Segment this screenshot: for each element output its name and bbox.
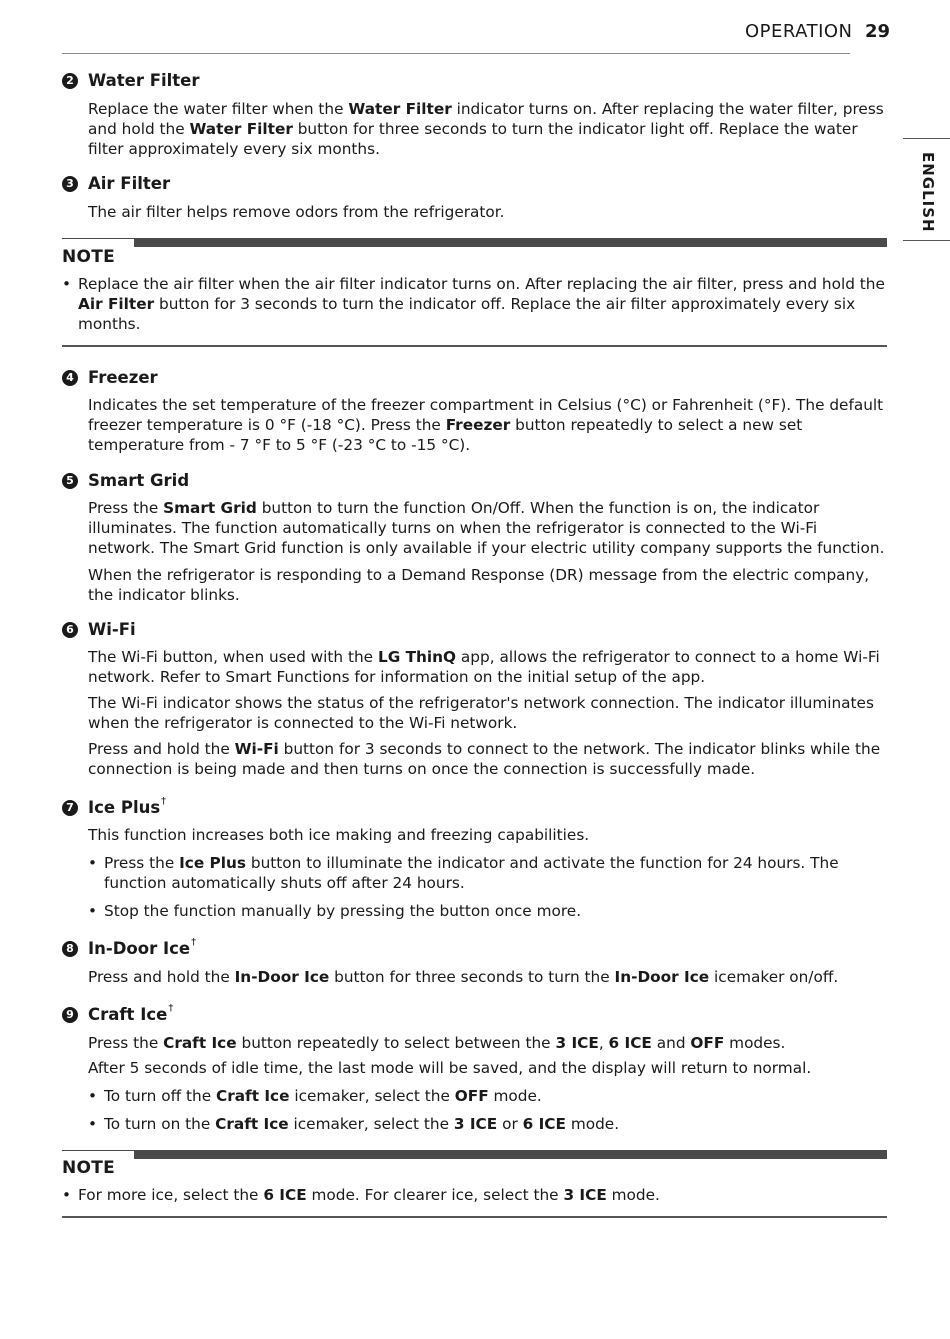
text-run: The Wi-Fi button, when used with the [88, 648, 378, 666]
side-tab-bottom-rule [903, 240, 950, 241]
side-tab-top-rule [903, 138, 950, 139]
text-run: button for three seconds to turn the [329, 968, 615, 986]
bold-term: In-Door Ice [614, 968, 710, 986]
text-run: Replace the water filter when the [88, 100, 349, 118]
dagger-mark: † [168, 1003, 174, 1014]
note-header-bar [134, 238, 887, 247]
number-8-icon: 8 [62, 941, 78, 957]
section-title: Freezer [88, 368, 158, 387]
bold-term: 6 ICE [263, 1186, 307, 1204]
bold-term: 3 ICE [555, 1034, 599, 1052]
text-run: To turn off the [104, 1087, 216, 1105]
ice-plus-bullet-2: • Stop the function manually by pressing the button once more. [88, 901, 884, 921]
text-run: button for 3 seconds to connect to the network. The indicator blinks while the connection is being made and then turns on once the connection is successfully made. [88, 740, 881, 778]
number-4-icon: 4 [62, 370, 78, 386]
note-header-bar [134, 1150, 887, 1159]
text-run: mode. [606, 1186, 660, 1204]
language-tab-label: ENGLISH [919, 152, 937, 233]
text-run: icemaker, select the [288, 1115, 454, 1133]
text-run: icemaker, select the [289, 1087, 455, 1105]
bold-term: OFF [454, 1087, 489, 1105]
bold-term: Smart Grid [163, 499, 257, 517]
text-run: button to turn the function On/Off. When the function is on, the indicator illuminates. The function automatically turns on when the refrigerator is connected to the Wi-Fi network. The Smart Grid function is only available if your electric utility company supports the function. [88, 499, 885, 557]
craft-ice-text-2: After 5 seconds of idle time, the last mode will be saved, and the display will return to normal. [88, 1059, 812, 1077]
text-run: and [651, 1034, 691, 1052]
bold-term: Water Filter [348, 100, 452, 118]
bold-term: 6 ICE [522, 1115, 566, 1133]
section-title: Smart Grid [88, 471, 190, 490]
text-run: app, allows the refrigerator to connect to a home Wi-Fi network. Refer to Smart Functions for information on the initial setup of the app. [88, 648, 880, 686]
text-run: Press the [88, 1034, 164, 1052]
bold-term: Ice Plus [179, 854, 247, 872]
in-door-ice-text [88, 967, 888, 987]
craft-ice-text-1 [88, 1033, 888, 1053]
number-3-icon: 3 [62, 176, 78, 192]
water-filter-text [88, 99, 888, 159]
text-run: button for 3 seconds to turn the indicator off. Replace the air filter approximately every six months. [78, 295, 856, 333]
air-filter-text: The air filter helps remove odors from the refrigerator. [88, 203, 505, 221]
text-run: , [598, 1034, 609, 1052]
wifi-text-3 [88, 739, 888, 779]
number-2-icon: 2 [62, 73, 78, 89]
wifi-text-1 [88, 647, 888, 687]
section-heading-ice-plus [62, 798, 166, 818]
text-run: Press the [88, 499, 164, 517]
text-run: Press the [104, 854, 180, 872]
bold-term: 3 ICE [453, 1115, 498, 1133]
bold-term: In-Door Ice [234, 968, 330, 986]
header-section-title: OPERATION [745, 21, 853, 42]
text-run: For more ice, select the [78, 1186, 264, 1204]
text-run: button repeatedly to select between the [236, 1034, 556, 1052]
note-label: NOTE [62, 1158, 116, 1178]
text-run: icemaker on/off. [709, 968, 839, 986]
text-run: Indicates the set temperature of the freezer compartment in Celsius (°C) or Fahrenheit (°F). The default freezer temperature is 0 °F (-18 °C). Press the [88, 396, 884, 434]
bold-term: Wi-Fi [234, 740, 279, 758]
note-label: NOTE [62, 247, 116, 267]
freezer-text [88, 395, 888, 455]
smart-grid-text-2: When the refrigerator is responding to a Demand Response (DR) message from the electric company, the indicator blinks. [88, 566, 870, 604]
text-run: mode. [488, 1087, 542, 1105]
section-heading-in-door-ice [62, 939, 196, 959]
bold-term: Craft Ice [215, 1115, 289, 1133]
text-run: Press and hold the [88, 740, 235, 758]
section-title: In-Door Ice [88, 939, 191, 958]
bold-term: 6 ICE [608, 1034, 652, 1052]
section-heading-water-filter [62, 71, 200, 91]
number-7-icon: 7 [62, 800, 78, 816]
text-run: To turn on the [104, 1115, 216, 1133]
header-divider [62, 53, 850, 54]
section-heading-smart-grid [62, 471, 189, 491]
page-number: 29 [865, 21, 891, 42]
craft-ice-bullet-2 [88, 1114, 884, 1134]
dagger-mark: † [161, 796, 167, 807]
section-heading-craft-ice [62, 1005, 173, 1025]
section-heading-wifi [62, 620, 136, 640]
section-heading-freezer [62, 368, 158, 388]
bold-term: LG ThinQ [377, 648, 457, 666]
bold-term: Craft Ice [163, 1034, 237, 1052]
section-title: Water Filter [88, 71, 200, 90]
smart-grid-text-1 [88, 498, 888, 558]
section-title: Craft Ice [88, 1005, 168, 1024]
bold-term: 3 ICE [563, 1186, 607, 1204]
section-title: Wi-Fi [88, 620, 136, 639]
bold-term: Freezer [445, 416, 511, 434]
text-run: button for three seconds to turn the indicator light off. Replace the water filter approximately every six months. [88, 120, 858, 158]
note-bottom-rule [62, 1216, 887, 1218]
number-9-icon: 9 [62, 1007, 78, 1023]
wifi-text-2: The Wi-Fi indicator shows the status of the refrigerator's network connection. The indicator illuminates when the refrigerator is connected to the Wi-Fi network. [88, 694, 874, 732]
number-5-icon: 5 [62, 473, 78, 489]
ice-plus-text: This function increases both ice making and freezing capabilities. [88, 826, 590, 844]
text-run: mode. For clearer ice, select the [306, 1186, 564, 1204]
bold-term: Water Filter [189, 120, 293, 138]
bold-term: Craft Ice [215, 1087, 290, 1105]
dagger-mark: † [191, 937, 197, 948]
text-run: indicator turns on. After replacing the water filter, press and hold the [88, 100, 884, 138]
bold-term: Air Filter [78, 295, 155, 313]
bold-term: OFF [690, 1034, 725, 1052]
section-title: Air Filter [88, 174, 171, 193]
text-run: Press and hold the [88, 968, 235, 986]
note-bullet [62, 274, 900, 334]
text-run: modes. [724, 1034, 786, 1052]
text-run: button to illuminate the indicator and activate the function for 24 hours. The function automatically shuts off after 24 hours. [104, 854, 839, 892]
craft-ice-bullet-1 [88, 1086, 884, 1106]
section-title: Ice Plus [88, 798, 161, 817]
number-6-icon: 6 [62, 622, 78, 638]
note-bullet [62, 1185, 900, 1205]
ice-plus-bullet-1 [88, 853, 884, 893]
text-run: mode. [565, 1115, 620, 1133]
text-run: button repeatedly to select a new set temperature from - 7 °F to 5 °F (-23 °C to -15 °C). [88, 416, 803, 454]
text-run: Replace the air filter when the air filter indicator turns on. After replacing the air filter, press and hold the [78, 275, 885, 293]
section-heading-air-filter [62, 174, 170, 194]
note-bottom-rule [62, 345, 887, 347]
text-run: or [497, 1115, 523, 1133]
